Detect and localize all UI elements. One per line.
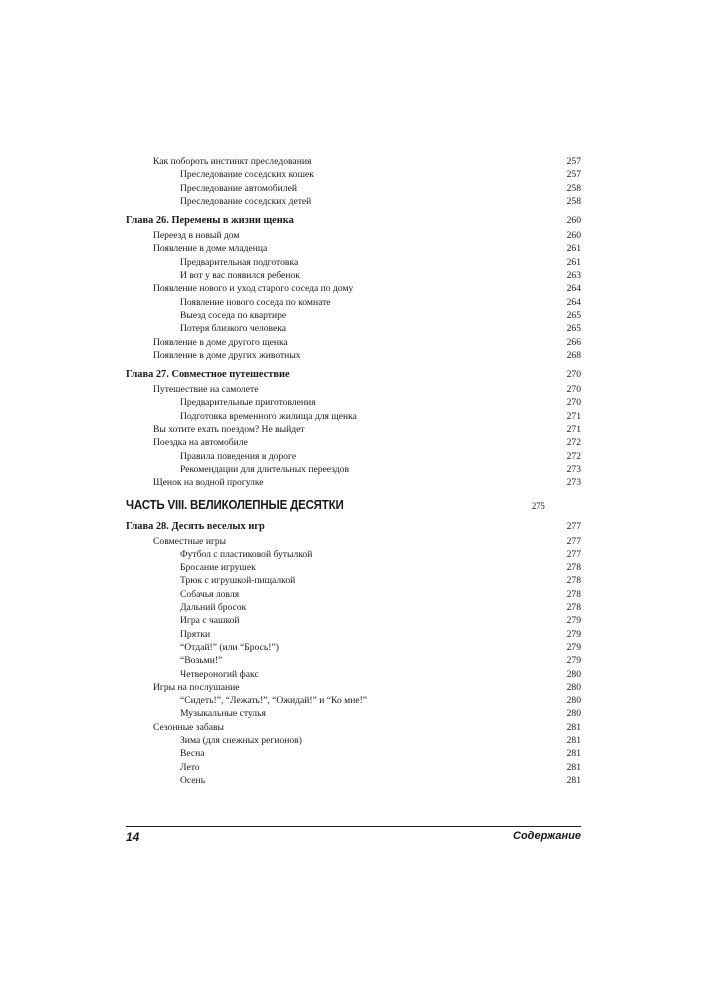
toc-entry-title: Щенок на водной прогулке bbox=[153, 477, 264, 489]
toc-entry-title: И вот у вас появился ребенок bbox=[180, 270, 300, 282]
toc-entry-page: 281 bbox=[566, 761, 581, 773]
toc-entry bbox=[126, 309, 581, 322]
toc-entry-page: 278 bbox=[566, 575, 581, 587]
toc-chapter-title: Глава 28. Десять веселых игр bbox=[126, 520, 265, 532]
toc-entry-title: Лето bbox=[180, 761, 200, 773]
toc-entry-page: 258 bbox=[566, 182, 581, 194]
toc-entry-page: 272 bbox=[566, 450, 581, 462]
toc-entry bbox=[126, 282, 581, 295]
toc-entry-page: 257 bbox=[566, 156, 581, 167]
toc-entry bbox=[126, 463, 581, 476]
toc-chapter-heading bbox=[126, 368, 581, 382]
toc-entry bbox=[126, 681, 581, 694]
toc-entry bbox=[126, 349, 581, 362]
toc-entry bbox=[126, 574, 581, 587]
toc-entry-page: 263 bbox=[566, 270, 581, 282]
toc-entry-title: Дальний бросок bbox=[180, 602, 247, 614]
toc-entry-title: Четвероногий факс bbox=[180, 668, 259, 680]
toc-entry bbox=[126, 450, 581, 463]
toc-entry bbox=[126, 707, 581, 720]
toc-entry-title: Появление в доме других животных bbox=[153, 349, 301, 361]
toc-entry bbox=[126, 269, 581, 282]
toc-entry bbox=[126, 535, 581, 548]
toc-entry-title: Предварительные приготовления bbox=[180, 397, 316, 409]
footer-section-title: Содержание bbox=[513, 830, 581, 842]
toc-entry-page: 279 bbox=[566, 615, 581, 627]
toc-entry-page: 260 bbox=[566, 215, 581, 227]
toc-entry-page: 281 bbox=[566, 748, 581, 760]
toc-entry bbox=[126, 668, 581, 681]
toc-entry-title: Выезд соседа по квартире bbox=[180, 309, 287, 321]
toc-entry-title: Осень bbox=[180, 774, 206, 786]
toc-entry bbox=[126, 628, 581, 641]
toc-entry bbox=[126, 242, 581, 255]
toc-entry-title: Собачья ловля bbox=[180, 588, 240, 600]
toc-entry-title: Появление в доме другого щенка bbox=[153, 336, 288, 348]
toc-entry-page: 266 bbox=[566, 336, 581, 348]
toc-entry-page: 257 bbox=[566, 169, 581, 181]
footer-page-number: 14 bbox=[126, 830, 140, 844]
toc-entry-title: Преследование соседских детей bbox=[180, 195, 312, 207]
toc-entry-page: 272 bbox=[566, 437, 581, 449]
toc-entry-page: 281 bbox=[566, 774, 581, 786]
toc-entry bbox=[126, 654, 581, 667]
toc-entry-title: Игра с чашкой bbox=[180, 615, 240, 627]
toc-entry-page: 258 bbox=[566, 195, 581, 207]
toc-entry bbox=[126, 561, 581, 574]
toc-part-title: ЧАСТЬ VIII. ВЕЛИКОЛЕПНЫЕ ДЕСЯТКИ bbox=[126, 497, 344, 512]
toc-entry-page: 260 bbox=[566, 230, 581, 242]
toc-entry bbox=[126, 296, 581, 309]
toc-entry bbox=[126, 195, 581, 208]
toc-entry-title: Вы хотите ехать поездом? Не выйдет bbox=[153, 424, 305, 436]
toc-chapter-heading bbox=[126, 520, 581, 534]
toc-entry-title: Переезд в новый дом bbox=[153, 230, 240, 242]
toc-entry-page: 268 bbox=[566, 349, 581, 361]
toc-entry bbox=[126, 601, 581, 614]
toc-entry-page: 265 bbox=[566, 323, 581, 335]
toc-entry-title: Трюк с игрушкой-пищалкой bbox=[180, 575, 296, 587]
toc-entry bbox=[126, 694, 581, 707]
toc-entry-page: 265 bbox=[566, 309, 581, 321]
toc-entry-title: Прятки bbox=[180, 628, 211, 640]
toc-entry-page: 281 bbox=[566, 721, 581, 733]
toc-entry bbox=[126, 721, 581, 734]
toc-entry-page: 278 bbox=[566, 562, 581, 574]
toc-entry-title: Предварительная подготовка bbox=[180, 256, 299, 268]
toc-entry-page: 261 bbox=[566, 243, 581, 255]
toc-entry-page: 271 bbox=[566, 424, 581, 436]
toc-entry bbox=[126, 155, 581, 168]
toc-entry bbox=[126, 734, 581, 747]
toc-entry-page: 277 bbox=[566, 535, 581, 547]
toc-entry-page: 279 bbox=[566, 628, 581, 640]
toc-entry-page: 273 bbox=[566, 463, 581, 475]
toc-entry-title: Рекомендации для длительных переездов bbox=[180, 463, 349, 475]
toc-entry-page: 275 bbox=[531, 500, 545, 512]
toc-entry bbox=[126, 168, 581, 181]
toc-entry-page: 280 bbox=[566, 681, 581, 693]
toc-chapter-title: Глава 26. Перемены в жизни щенка bbox=[126, 215, 294, 227]
toc-entry-page: 270 bbox=[566, 397, 581, 409]
toc-entry bbox=[126, 614, 581, 627]
toc-entry bbox=[126, 423, 581, 436]
toc-entry bbox=[126, 774, 581, 787]
toc-entry-title: Игры на послушание bbox=[153, 681, 240, 693]
toc-entry bbox=[126, 476, 581, 489]
toc-entry bbox=[126, 322, 581, 335]
toc-entry-title: Потеря близкого человека bbox=[180, 323, 287, 335]
toc-entry-page: 278 bbox=[566, 602, 581, 614]
footer-rule bbox=[126, 826, 581, 827]
toc-entry-title: Подготовка временного жилища для щенка bbox=[180, 410, 357, 422]
toc-entry-page: 271 bbox=[566, 410, 581, 422]
toc-chapter-heading bbox=[126, 214, 581, 228]
toc-entry-title: Путешествие на самолете bbox=[153, 384, 259, 396]
toc-entry-title: Появление нового и уход старого соседа по дому bbox=[153, 283, 354, 295]
toc-entry-title: “Возьми!” bbox=[180, 655, 223, 667]
toc-entry bbox=[126, 588, 581, 601]
toc-entry bbox=[126, 256, 581, 269]
toc-entry bbox=[126, 641, 581, 654]
toc-entry-page: 279 bbox=[566, 655, 581, 667]
toc-entry-title: Появление в доме младенца bbox=[153, 243, 268, 255]
toc-entry bbox=[126, 336, 581, 349]
toc-entry-page: 261 bbox=[566, 256, 581, 268]
toc-entry-page: 280 bbox=[566, 695, 581, 707]
toc-entry-title: Бросание игрушек bbox=[180, 562, 256, 574]
toc-entry-page: 270 bbox=[566, 384, 581, 396]
toc-entry bbox=[126, 747, 581, 760]
toc-entry-title: “Отдай!” (или “Брось!”) bbox=[180, 641, 279, 653]
toc-entry-page: 278 bbox=[566, 588, 581, 600]
toc-entry-page: 264 bbox=[566, 296, 581, 308]
toc-entry-title: Музыкальные стулья bbox=[180, 708, 266, 720]
toc-entry bbox=[126, 410, 581, 423]
toc-entry-title: Правила поведения в дороге bbox=[180, 450, 297, 462]
toc-entry bbox=[126, 436, 581, 449]
toc-entry-page: 280 bbox=[566, 708, 581, 720]
toc-entry-title: Как побороть инстинкт преследования bbox=[153, 156, 312, 167]
toc-entry-page: 279 bbox=[566, 641, 581, 653]
toc-entry-title: Поездка на автомобиле bbox=[153, 437, 248, 449]
toc-entry-title: Весна bbox=[180, 748, 205, 760]
toc-entry bbox=[126, 182, 581, 195]
toc-entry-title: Преследование автомобилей bbox=[180, 182, 297, 194]
toc-entry-page: 270 bbox=[566, 369, 581, 381]
toc-entry-title: Сезонные забавы bbox=[153, 721, 224, 733]
toc-entry-page: 264 bbox=[566, 283, 581, 295]
toc-entry-title: Совместные игры bbox=[153, 535, 227, 547]
toc-entry bbox=[126, 548, 581, 561]
toc-entry-title: Футбол с пластиковой бутылкой bbox=[180, 548, 313, 560]
toc-entry bbox=[126, 383, 581, 396]
toc-entry-page: 277 bbox=[566, 520, 581, 532]
toc-entry bbox=[126, 396, 581, 409]
toc-entry-title: Появление нового соседа по комнате bbox=[180, 296, 331, 308]
table-of-contents bbox=[126, 155, 581, 787]
toc-entry-title: “Сидеть!”, “Лежать!”, “Ожидай!” и “Ко мне!” bbox=[180, 695, 368, 707]
toc-part-heading bbox=[126, 496, 545, 514]
toc-entry-title: Зима (для снежных регионов) bbox=[180, 734, 302, 746]
toc-chapter-title: Глава 27. Совместное путешествие bbox=[126, 369, 290, 381]
toc-entry-page: 273 bbox=[566, 477, 581, 489]
toc-entry-page: 277 bbox=[566, 548, 581, 560]
toc-entry-page: 280 bbox=[566, 668, 581, 680]
toc-entry-page: 281 bbox=[566, 734, 581, 746]
toc-entry bbox=[126, 229, 581, 242]
toc-entry bbox=[126, 761, 581, 774]
toc-entry-title: Преследование соседских кошек bbox=[180, 169, 314, 181]
